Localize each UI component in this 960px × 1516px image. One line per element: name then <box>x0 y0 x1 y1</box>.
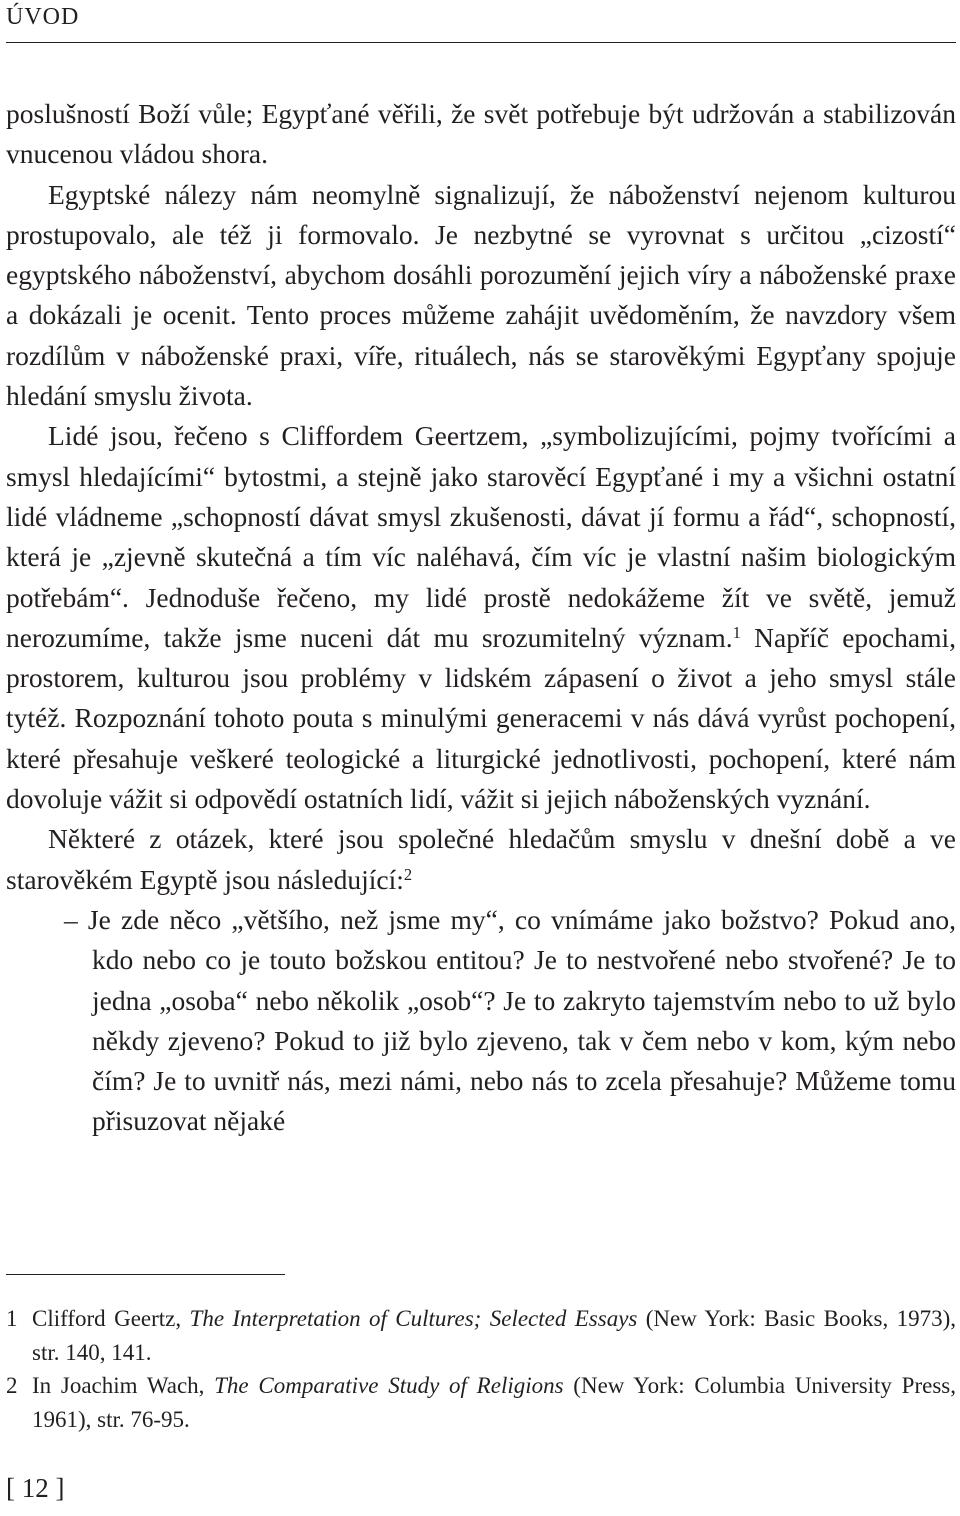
list-item <box>6 900 956 1142</box>
paragraph-2: Egyptské nálezy nám neomylně signalizují, že náboženství nejenom kulturou prostupovalo, ale též ji formovalo. Je nezbytné se vyrovnat s určitou „cizostí“ egyptského náboženství, abychom dosáhli porozumění jejich víry a náboženské praxe a dokázali je ocenit. Tento proces můžeme zahájit uvědoměním, že navzdory všem rozdílům v náboženské praxi, víře, rituálech, nás se starověkými Egypťany spojuje hledání smyslu života. <box>6 178 956 412</box>
paragraph-1: poslušností Boží vůle; Egypťané věřili, že svět potřebuje být udržován a stabilizován vnucenou vládou shora. <box>6 98 956 170</box>
running-header: ÚVOD <box>6 4 80 30</box>
list-item-text: Je zde něco „většího, než jsme my“, co vnímáme jako božstvo? Pokud ano, kdo nebo co je touto božskou entitou? Je to nestvořené nebo stvořené? Je to jedna „osoba“ nebo několik „osob“? Je to zakryto tajemstvím nebo to už bylo někdy zjeveno? Pokud to již bylo zjeveno, tak v čem nebo v kom, kým nebo čím? Je to uvnitř nás, mezi námi, nebo nás to zcela přesahuje? Můžeme tomu přisuzovat nějaké <box>87 903 956 1137</box>
footnote-book-title: The Comparative Study of Religions <box>214 1373 564 1398</box>
footnote-separator <box>6 1274 285 1275</box>
footnote-text: (New York: Basic Books, 1973), str. 140, 141. <box>32 1306 957 1365</box>
paragraph-3-text-a: Lidé jsou, řečeno s Cliffordem Geertzem, „symbolizujícími, pojmy tvořícími a smysl hledajícími“ bytostmi, a stejně jako starověcí Egypťané i my a všichni ostatní lidé vládneme „schopností dávat smysl zkušenosti, dávat jí formu a řád“, schopností, která je „zjevně skutečná a tím víc naléhavá, čím víc je vlastní našim biologickým potřebám“. Jednoduše řečeno, my lidé prostě nedokážeme žít ve světě, jemuž nerozumíme, takže jsme nuceni dát mu srozumitelný význam. <box>6 420 956 653</box>
footnotes <box>6 1302 956 1436</box>
footnote-book-title: The Interpretation of Cultures; Selected Essays <box>189 1306 638 1331</box>
footnote-number: 2 <box>6 1373 18 1398</box>
paragraph-3-text-b: Napříč epochami, prostorem, kulturou jsou problémy v lidském zápasení o život a jeho smysl stále tytéž. Rozpoznání tohoto pouta s minulými generacemi v nás dává vyrůst pochopení, které přesahuje veškeré teologické a liturgické jednotlivosti, pochopení, které nám dovoluje vážit si odpovědí ostatních lidí, vážit si jejich náboženských vyznání. <box>6 621 957 815</box>
footnote-text: In Joachim Wach, <box>32 1373 215 1398</box>
main-text <box>6 94 956 1142</box>
paragraph-4 <box>6 819 956 900</box>
footnote-text: Clifford Geertz, <box>32 1306 190 1331</box>
footnote-number: 1 <box>6 1306 18 1331</box>
paragraph-3 <box>6 416 956 819</box>
footnote-1 <box>6 1302 956 1369</box>
footnote-ref-2[interactable]: 2 <box>403 864 413 884</box>
paragraph-4-text: Některé z otázek, které jsou společné hledačům smyslu v dnešní době a ve starověkém Egyptě jsou následující: <box>6 823 956 895</box>
footnote-2 <box>6 1369 956 1436</box>
list-dash: – <box>64 903 78 935</box>
page-number: [ 12 ] <box>6 1473 65 1503</box>
header-rule <box>6 42 956 43</box>
footnote-ref-1[interactable]: 1 <box>732 622 741 642</box>
footnote-text: (New York: Columbia University Press, 1961), str. 76-95. <box>32 1373 956 1432</box>
